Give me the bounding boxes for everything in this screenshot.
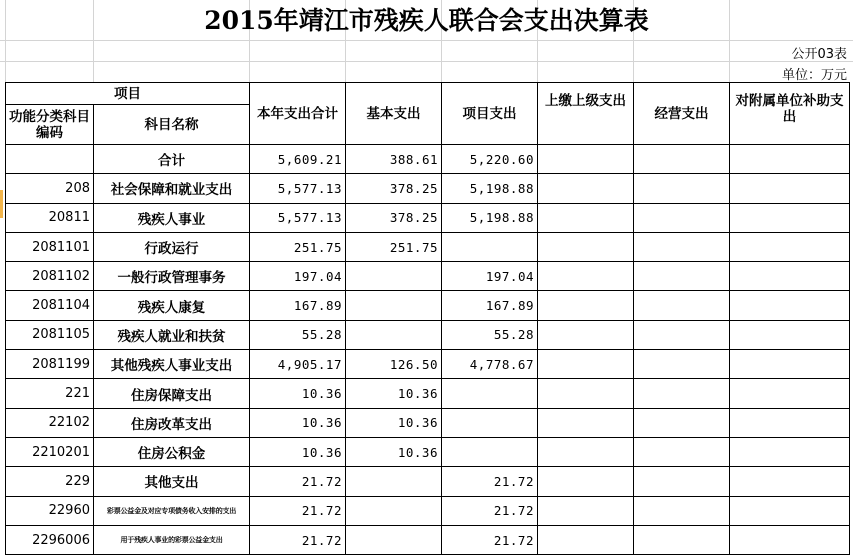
cell-code[interactable]: 2081102 — [6, 262, 94, 291]
cell-basic[interactable]: 378.25 — [346, 203, 442, 232]
cell-upper[interactable] — [538, 496, 634, 525]
cell-code[interactable]: 229 — [6, 467, 94, 496]
cell-total[interactable]: 21.72 — [250, 467, 346, 496]
cell-subsidy[interactable] — [730, 408, 850, 437]
cell-upper[interactable] — [538, 145, 634, 174]
cell-code[interactable]: 22102 — [6, 408, 94, 437]
grid-line — [0, 40, 853, 41]
cell-subsidy[interactable] — [730, 525, 850, 554]
cell-business[interactable] — [634, 145, 730, 174]
cell-subsidy[interactable] — [730, 379, 850, 408]
table-row — [6, 262, 850, 291]
cell-business[interactable] — [634, 174, 730, 203]
cell-name[interactable]: 其他支出 — [94, 467, 250, 496]
cell-name[interactable]: 住房保障支出 — [94, 379, 250, 408]
cell-total[interactable]: 197.04 — [250, 262, 346, 291]
cell-business[interactable] — [634, 379, 730, 408]
cell-name[interactable]: 行政运行 — [94, 232, 250, 261]
cell-upper[interactable] — [538, 320, 634, 349]
cell-basic[interactable] — [346, 262, 442, 291]
cell-subsidy[interactable] — [730, 203, 850, 232]
cell-business[interactable] — [634, 232, 730, 261]
cell-basic[interactable]: 10.36 — [346, 379, 442, 408]
cell-code[interactable]: 2081101 — [6, 232, 94, 261]
page-title: 2015年靖江市残疾人联合会支出决算表 — [204, 6, 649, 35]
header-project[interactable]: 项目支出 — [442, 83, 538, 145]
cell-project[interactable]: 5,220.60 — [442, 145, 538, 174]
cell-name[interactable]: 合计 — [94, 145, 250, 174]
cell-business[interactable] — [634, 291, 730, 320]
cell-code[interactable]: 221 — [6, 379, 94, 408]
cell-total[interactable]: 5,577.13 — [250, 203, 346, 232]
table-row — [6, 174, 850, 203]
expenditure-table — [5, 82, 850, 555]
cell-total[interactable]: 21.72 — [250, 525, 346, 554]
header-basic[interactable]: 基本支出 — [346, 83, 442, 145]
cell-code[interactable]: 2081105 — [6, 320, 94, 349]
cell-business[interactable] — [634, 262, 730, 291]
cell-name[interactable]: 住房公积金 — [94, 437, 250, 466]
cell-project[interactable]: 5,198.88 — [442, 203, 538, 232]
cell-upper[interactable] — [538, 379, 634, 408]
cell-total[interactable]: 10.36 — [250, 408, 346, 437]
cell-subsidy[interactable] — [730, 262, 850, 291]
cell-subsidy[interactable] — [730, 496, 850, 525]
cell-upper[interactable] — [538, 525, 634, 554]
cell-subsidy[interactable] — [730, 320, 850, 349]
cell-name[interactable]: 其他残疾人事业支出 — [94, 350, 250, 379]
unit-label: 单位：万元 — [781, 68, 847, 83]
cell-business[interactable] — [634, 525, 730, 554]
cell-business[interactable] — [634, 467, 730, 496]
cell-project[interactable] — [442, 437, 538, 466]
cell-total[interactable]: 55.28 — [250, 320, 346, 349]
table-row — [6, 379, 850, 408]
cell-upper[interactable] — [538, 262, 634, 291]
cell-upper[interactable] — [538, 467, 634, 496]
row-selection-marker — [0, 190, 3, 218]
doc-code-label: 公开03表 — [791, 47, 847, 62]
cell-business[interactable] — [634, 203, 730, 232]
header-upper[interactable]: 上缴上级支出 — [538, 83, 634, 145]
header-total[interactable]: 本年支出合计 — [250, 83, 346, 145]
table-row — [6, 437, 850, 466]
cell-project[interactable]: 21.72 — [442, 525, 538, 554]
table-row — [6, 496, 850, 525]
cell-subsidy[interactable] — [730, 467, 850, 496]
cell-business[interactable] — [634, 350, 730, 379]
cell-name[interactable]: 社会保障和就业支出 — [94, 174, 250, 203]
cell-total[interactable]: 10.36 — [250, 437, 346, 466]
cell-project[interactable]: 55.28 — [442, 320, 538, 349]
cell-total[interactable]: 5,609.21 — [250, 145, 346, 174]
cell-basic[interactable] — [346, 525, 442, 554]
cell-code[interactable]: 208 — [6, 174, 94, 203]
cell-name[interactable]: 彩票公益金及对应专项债务收入安排的支出 — [94, 496, 250, 525]
cell-subsidy[interactable] — [730, 174, 850, 203]
header-business[interactable]: 经营支出 — [634, 83, 730, 145]
cell-upper[interactable] — [538, 350, 634, 379]
cell-project[interactable]: 21.72 — [442, 496, 538, 525]
header-code[interactable]: 功能分类科目编码 — [6, 105, 94, 145]
cell-project[interactable] — [442, 379, 538, 408]
cell-business[interactable] — [634, 437, 730, 466]
table-row — [6, 232, 850, 261]
table-row — [6, 291, 850, 320]
cell-subsidy[interactable] — [730, 145, 850, 174]
table-body — [6, 145, 850, 555]
cell-project[interactable]: 21.72 — [442, 467, 538, 496]
cell-basic[interactable]: 378.25 — [346, 174, 442, 203]
cell-basic[interactable] — [346, 467, 442, 496]
table-row — [6, 320, 850, 349]
header-subsidy[interactable]: 对附属单位补助支出 — [730, 83, 850, 145]
cell-business[interactable] — [634, 320, 730, 349]
cell-code[interactable]: 22960 — [6, 496, 94, 525]
cell-basic[interactable]: 10.36 — [346, 437, 442, 466]
cell-total[interactable]: 167.89 — [250, 291, 346, 320]
cell-code[interactable]: 2296006 — [6, 525, 94, 554]
header-name[interactable]: 科目名称 — [94, 105, 250, 145]
cell-code[interactable]: 2081199 — [6, 350, 94, 379]
cell-code[interactable]: 2210201 — [6, 437, 94, 466]
header-item-group[interactable]: 项目 — [6, 83, 250, 105]
table-row — [6, 350, 850, 379]
cell-upper[interactable] — [538, 408, 634, 437]
cell-upper[interactable] — [538, 174, 634, 203]
cell-name[interactable]: 残疾人康复 — [94, 291, 250, 320]
cell-basic[interactable]: 251.75 — [346, 232, 442, 261]
cell-basic[interactable] — [346, 320, 442, 349]
cell-subsidy[interactable] — [730, 291, 850, 320]
table-row — [6, 408, 850, 437]
cell-project[interactable]: 167.89 — [442, 291, 538, 320]
table-row — [6, 203, 850, 232]
cell-project[interactable]: 197.04 — [442, 262, 538, 291]
cell-basic[interactable]: 126.50 — [346, 350, 442, 379]
cell-code[interactable]: 2081104 — [6, 291, 94, 320]
cell-upper[interactable] — [538, 291, 634, 320]
cell-subsidy[interactable] — [730, 437, 850, 466]
cell-name[interactable]: 残疾人事业 — [94, 203, 250, 232]
cell-code[interactable]: 20811 — [6, 203, 94, 232]
cell-total[interactable]: 5,577.13 — [250, 174, 346, 203]
cell-name[interactable]: 一般行政管理事务 — [94, 262, 250, 291]
cell-basic[interactable]: 388.61 — [346, 145, 442, 174]
cell-project[interactable] — [442, 408, 538, 437]
cell-upper[interactable] — [538, 203, 634, 232]
cell-business[interactable] — [634, 496, 730, 525]
cell-upper[interactable] — [538, 437, 634, 466]
grid-line — [0, 61, 853, 62]
cell-name[interactable]: 残疾人就业和扶贫 — [94, 320, 250, 349]
cell-business[interactable] — [634, 408, 730, 437]
cell-subsidy[interactable] — [730, 350, 850, 379]
table-row — [6, 525, 850, 554]
cell-total[interactable]: 4,905.17 — [250, 350, 346, 379]
cell-project[interactable]: 4,778.67 — [442, 350, 538, 379]
cell-name[interactable]: 住房改革支出 — [94, 408, 250, 437]
cell-basic[interactable] — [346, 496, 442, 525]
cell-total[interactable]: 10.36 — [250, 379, 346, 408]
cell-upper[interactable] — [538, 232, 634, 261]
cell-project[interactable]: 5,198.88 — [442, 174, 538, 203]
table-row — [6, 467, 850, 496]
cell-subsidy[interactable] — [730, 232, 850, 261]
cell-basic[interactable]: 10.36 — [346, 408, 442, 437]
cell-basic[interactable] — [346, 291, 442, 320]
cell-code[interactable] — [6, 145, 94, 174]
cell-total[interactable]: 251.75 — [250, 232, 346, 261]
cell-project[interactable] — [442, 232, 538, 261]
cell-total[interactable]: 21.72 — [250, 496, 346, 525]
table-row — [6, 145, 850, 174]
cell-name[interactable]: 用于残疾人事业的彩票公益金支出 — [94, 525, 250, 554]
